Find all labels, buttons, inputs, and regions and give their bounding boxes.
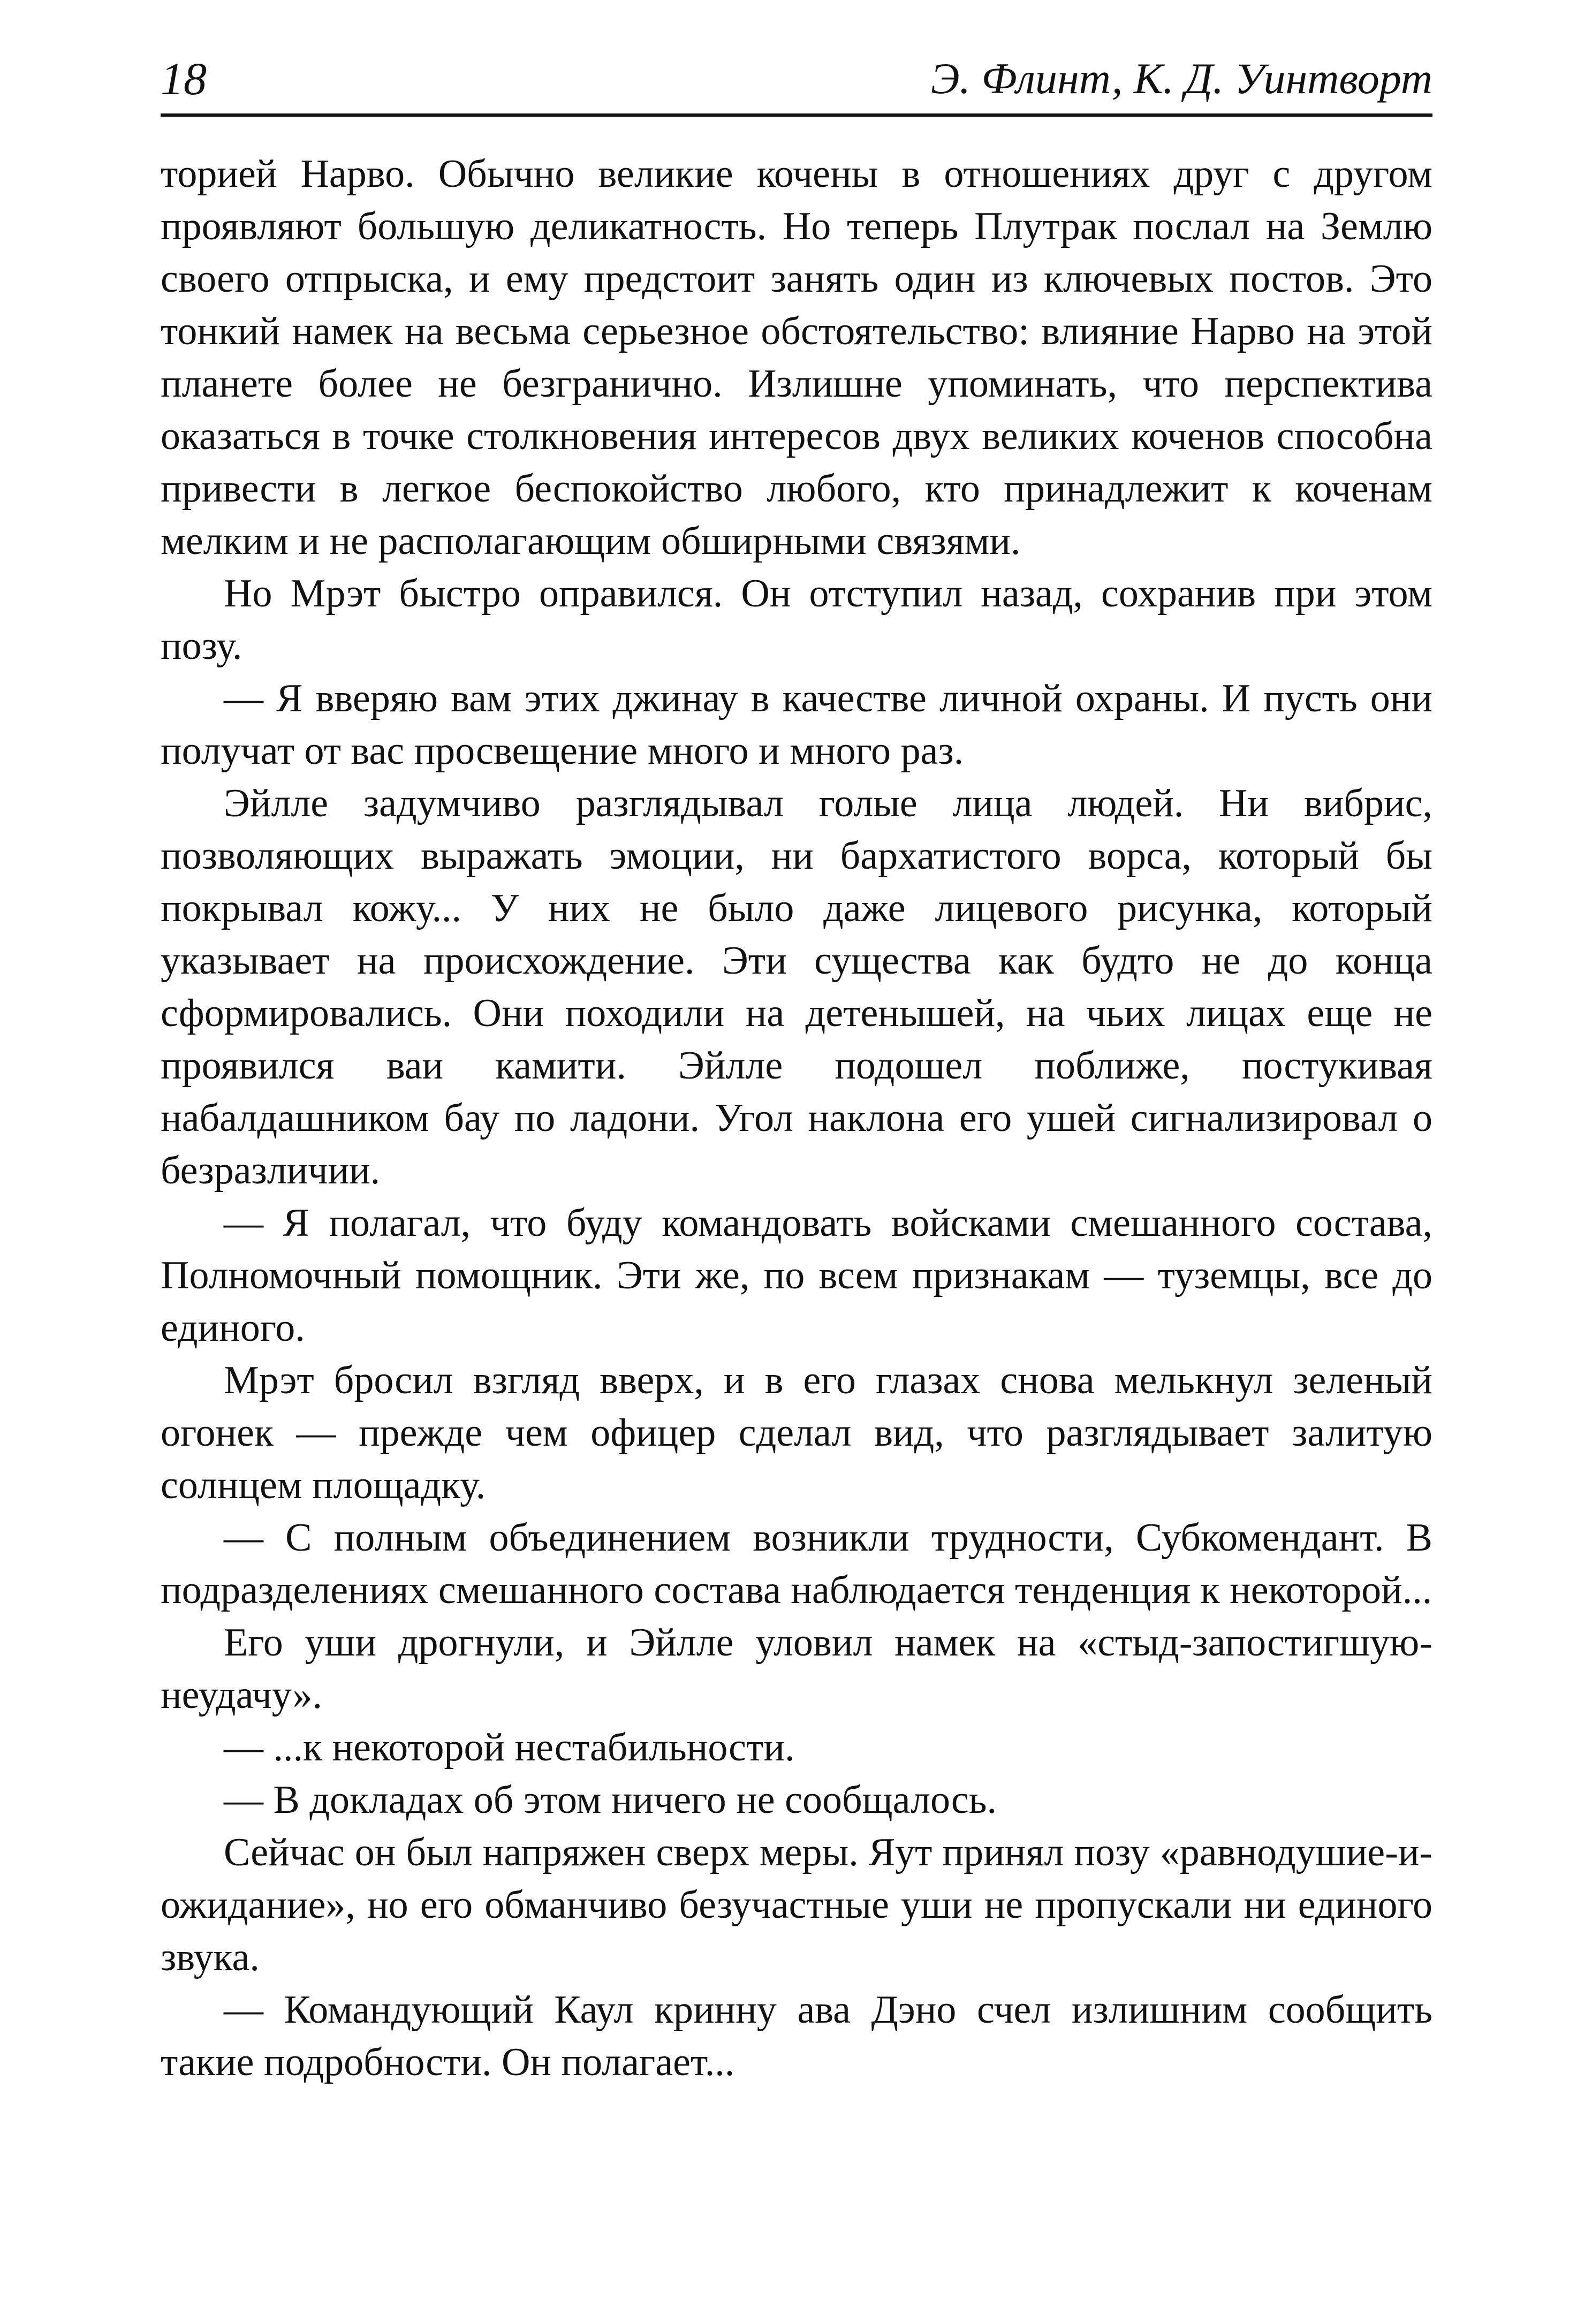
paragraph: Эйлле задумчиво разглядывал голые лица людей. Ни вибрис, позволяющих выражать эмоции, ни бархатистого ворса, который бы покрывал кожу... У них не было даже лицевого рисунка, который указывает на происхождение. Эти существа как будто не до конца сформировались. Они походили на детенышей, на чьих лицах еще не проявился ваи камити. Эйлле подошел поближе, постукивая набалдашником бау по ладони. Угол наклона его ушей сигнализировал о безразличии. xyxy=(161,781,1432,1193)
dialogue-paragraph: — Я вверяю вам этих джинау в качестве личной охраны. И пусть они получат от вас просвещение много и много раз. xyxy=(161,677,1432,773)
body-text xyxy=(161,148,1432,2088)
paragraph: Его уши дрогнули, и Эйлле уловил намек на «стыд-запостигшую-неудачу». xyxy=(161,1621,1432,1717)
page-header xyxy=(161,49,1432,117)
paragraph: Но Мрэт быстро оправился. Он отступил назад, сохранив при этом позу. xyxy=(161,572,1432,668)
paragraph: Сейчас он был напряжен сверх меры. Яут принял позу «равнодушие-и-ожидание», но его обманчиво безучастные уши не пропускали ни единого звука. xyxy=(161,1831,1432,1979)
running-head: Э. Флинт, К. Д. Уинтворт xyxy=(930,54,1432,103)
dialogue-paragraph: — С полным объединением возникли трудности, Субкомендант. В подразделениях смешанного состава наблюдается тенденция к некоторой... xyxy=(161,1516,1432,1612)
dialogue-paragraph: — Я полагал, что буду командовать войсками смешанного состава, Полномочный помощник. Эти же, по всем признакам — туземцы, все до единого. xyxy=(161,1201,1432,1350)
dialogue-paragraph: — Командующий Каул кринну ава Дэно счел излишним сообщить такие подробности. Он полагает... xyxy=(161,1988,1432,2084)
dialogue-paragraph: — ...к некоторой нестабильности. xyxy=(224,1726,795,1769)
dialogue-paragraph: — В докладах об этом ничего не сообщалось. xyxy=(224,1778,997,1822)
paragraph: торией Нарво. Обычно великие кочены в отношениях друг с другом проявляют большую деликатность. Но теперь Плутрак послал на Землю своего отпрыска, и ему предстоит занять один из ключевых постов. Это тонкий намек на весьма серьезное обстоятельство: влияние Нарво на этой планете более не безгранично. Излишне упоминать, что перспектива оказаться в точке столкновения интересов двух великих коченов способна привести в легкое беспокойство любого, кто принадлежит к коченам мелким и не располагающим обширными связями. xyxy=(161,152,1432,563)
page-number: 18 xyxy=(161,53,207,104)
paragraph: Мрэт бросил взгляд вверх, и в его глазах снова мелькнул зеленый огонек — прежде чем офицер сделал вид, что разглядывает залитую солнцем площадку. xyxy=(161,1358,1432,1507)
